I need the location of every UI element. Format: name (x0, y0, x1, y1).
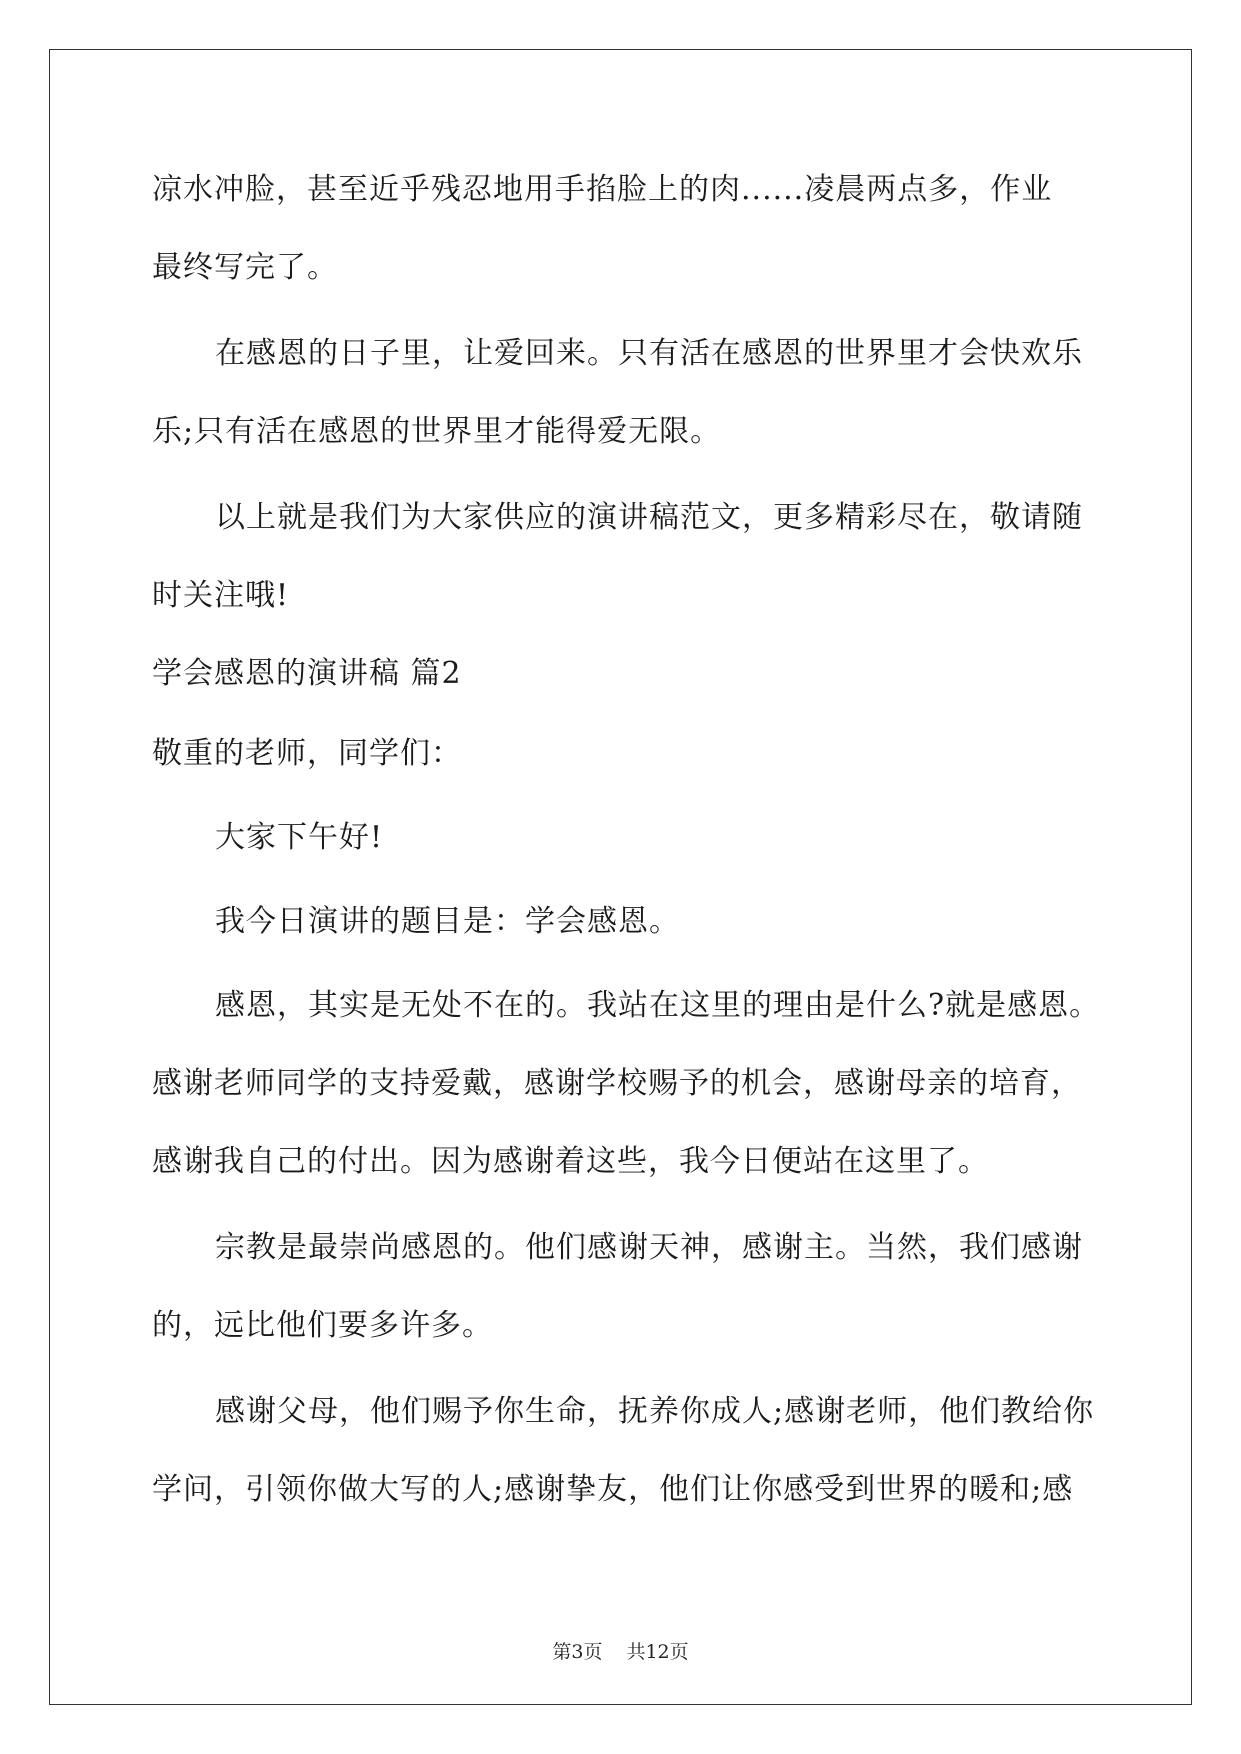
text-line: 宗教是最崇尚感恩的。他们感谢天神，感谢主。当然，我们感谢 (215, 1230, 1083, 1265)
text-line: 我今日演讲的题目是：学会感恩。 (215, 904, 680, 939)
text-line: 感谢我自己的付出。因为感谢着这些，我今日便站在这里了。 (152, 1144, 989, 1179)
page-total: 共12页 (626, 1641, 689, 1663)
text-line: 乐;只有活在感恩的世界里才能得爱无限。 (152, 414, 722, 449)
text-line: 最终写完了。 (152, 250, 338, 285)
page-number: 第3页 (552, 1641, 603, 1663)
text-line: 时关注哦! (152, 578, 290, 613)
text-line: 学问，引领你做大写的人;感谢挚友，他们让你感受到世界的暖和;感 (152, 1472, 1074, 1507)
text-line: 以上就是我们为大家供应的演讲稿范文，更多精彩尽在，敬请随 (215, 500, 1083, 535)
text-line: 凉水冲脸，甚至近乎残忍地用手掐脸上的肉......凌晨两点多，作业 (152, 172, 1053, 207)
text-line: 的，远比他们要多许多。 (152, 1308, 493, 1343)
text-line: 感恩，其实是无处不在的。我站在这里的理由是什么?就是感恩。 (215, 988, 1101, 1023)
page-footer (0, 1640, 1241, 1664)
text-line: 感谢老师同学的支持爱戴，感谢学校赐予的机会，感谢母亲的培育， (152, 1066, 1082, 1101)
salutation: 敬重的老师，同学们： (152, 736, 462, 771)
text-line: 感谢父母，他们赐予你生命，抚养你成人;感谢老师，他们教给你 (215, 1394, 1095, 1429)
section-heading: 学会感恩的演讲稿 篇2 (152, 656, 462, 691)
text-line: 在感恩的日子里，让爱回来。只有活在感恩的世界里才会快欢乐 (215, 336, 1083, 371)
page-border (49, 49, 1192, 1705)
text-line: 大家下午好! (215, 820, 384, 855)
